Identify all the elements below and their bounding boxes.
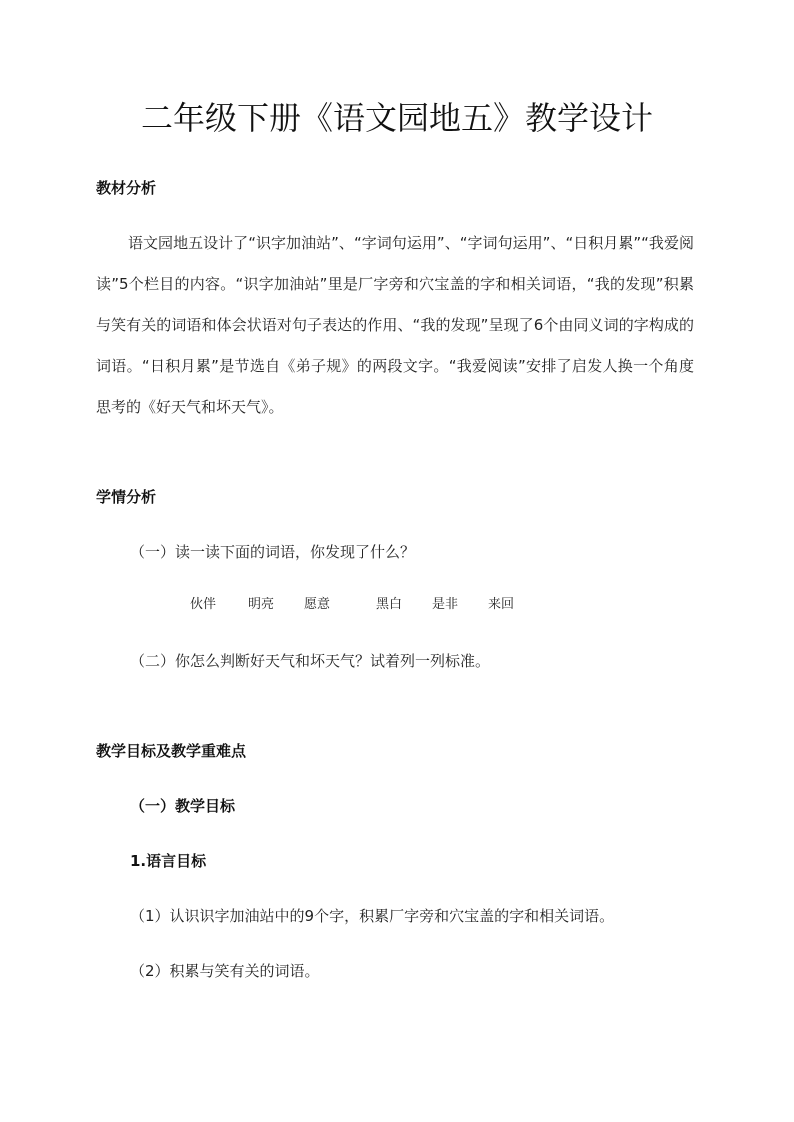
heading-learner-analysis: 学情分析 (96, 488, 157, 506)
learner-question-1: （一）读一读下面的词语，你发现了什么？ (130, 543, 416, 561)
subheading-language-goals: 1.语言目标 (130, 852, 207, 870)
goal-item-1: （1）认识识字加油站中的9个字，积累厂字旁和穴宝盖的字和相关词语。 (130, 907, 615, 925)
word-item: 伙伴 (190, 597, 217, 612)
word-item: 黑白 (376, 597, 403, 612)
page-title: 二年级下册《语文园地五》教学设计 (140, 99, 653, 137)
heading-textbook-analysis: 教材分析 (96, 179, 157, 197)
heading-teaching-goals: 教学目标及教学重难点 (96, 742, 247, 760)
learner-question-2: （二）你怎么判断好天气和坏天气？试着列一列标准。 (130, 652, 491, 670)
word-item: 明亮 (248, 597, 275, 612)
word-item: 愿意 (304, 597, 331, 612)
subheading-teaching-goals: （一）教学目标 (130, 797, 236, 815)
goal-item-2: （2）积累与笑有关的词语。 (130, 962, 320, 980)
word-item: 是非 (432, 597, 459, 612)
word-item: 来回 (488, 597, 515, 612)
paragraph-textbook-analysis: 语文园地五设计了“识字加油站”、“字词句运用”、“字词句运用”、“日积月累”“我爱阅读”5个栏目的内容。“识字加油站”里是厂字旁和穴宝盖的字和相关词语，“我的发现”积累与笑有关的词语和体会状语对句子表达的作用、“我的发现”呈现了6个由同义词的字构成的词语。“日积月累”是节选自《弟子规》的两段文字。“我爱阅读”安排了启发人换一个角度思考的《好天气和坏天气》。 (96, 234, 694, 416)
